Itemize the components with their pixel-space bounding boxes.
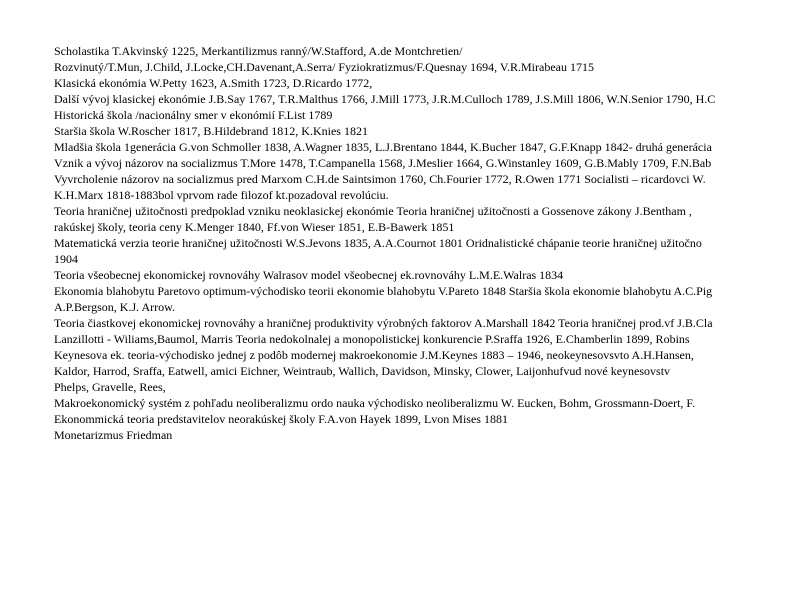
text-line: Teoria hraničnej užitočnosti predpoklad vzniku neoklasickej ekonómie Teoria hraničnej užitočnosti a Gossenove zákony J.Bentham , <box>54 204 692 218</box>
text-line: Rozvinutý/T.Mun, J.Child, J.Locke,CH.Davenant,A.Serra/ Fyziokratizmus/F.Quesnay 1694, V.R.Mirabeau 1715 <box>54 60 594 74</box>
text-line: Ekonomia blahobytu Paretovo optimum-východisko teorii ekonomie blahobytu V.Pareto 1848 Staršia škola ekonomie blahobytu A.C.Pig <box>54 284 713 298</box>
text-line: Lanzillotti - Wiliams,Baumol, Marris Teoria nedokolnalej a monopolistickej konkurencie P.Sraffa 1926, E.Chamberlin 1899, Robins <box>54 332 690 346</box>
text-line: Teoria všeobecnej ekonomickej rovnováhy Walrasov model všeobecnej ek.rovnováhy L.M.E.Walras 1834 <box>54 268 564 282</box>
text-line: K.H.Marx 1818-1883bol vprvom rade filozof kt.pozadoval revolúciu. <box>54 188 389 202</box>
text-line: A.P.Bergson, K.J. Arrow. <box>54 300 176 314</box>
text-line: Vyvrcholenie názorov na socializmus pred Marxom C.H.de Saintsimon 1760, Ch.Fourier 1772, R.Owen 1771 Socialisti – ricardovci W. <box>54 172 706 186</box>
text-line: 1904 <box>54 252 78 266</box>
text-line: Ekonommická teoria predstavitelov neorakúskej školy F.A.von Hayek 1899, Lvon Mises 1881 <box>54 412 508 426</box>
text-line: Další vývoj klasickej ekonómie J.B.Say 1767, T.R.Malthus 1766, J.Mill 1773, J.R.M.Culloch 1789, J.S.Mill 1806, W.N.Senior 1790, H.C <box>54 92 716 106</box>
text-line: Mladšia škola 1generácia G.von Schmoller 1838, A.Wagner 1835, L.J.Brentano 1844, K.Bucher 1847, G.F.Knapp 1842- druhá generácia <box>54 140 712 154</box>
document-body <box>54 43 789 443</box>
text-line: Vznik a vývoj názorov na socializmus T.More 1478, T.Campanella 1568, J.Meslier 1664, G.Winstanley 1609, G.B.Mably 1709, F.N.Bab <box>54 156 712 170</box>
text-line: Monetarizmus Friedman <box>54 428 173 442</box>
text-line: Keynesova ek. teoria-východisko jednej z podôb modernej makroekonomie J.M.Keynes 1883 – 1946, neokeynesovsvto A.H.Hansen, <box>54 348 694 362</box>
text-line: Historická škola /nacionálny smer v ekonómií F.List 1789 <box>54 108 333 122</box>
text-line: Teoria čiastkovej ekonomickej rovnováhy a hraničnej produktivity výrobných faktorov A.Marshall 1842 Teoria hraničnej prod.vf J.B.Cla <box>54 316 713 330</box>
text-line: Makroekonomický systém z pohľadu neoliberalizmu ordo nauka východisko neoliberalizmu W. Eucken, Bohm, Grossmann-Doert, F. <box>54 396 696 410</box>
text-line: Scholastika T.Akvinský 1225, Merkantilizmus ranný/W.Stafford, A.de Montchretien/ <box>54 44 463 58</box>
text-line: Klasická ekonómia W.Petty 1623, A.Smith 1723, D.Ricardo 1772, <box>54 76 373 90</box>
text-line: Phelps, Gravelle, Rees, <box>54 380 166 394</box>
text-line: Matematická verzia teorie hraničnej užitočnosti W.S.Jevons 1835, A.A.Cournot 1801 Oridnalistické chápanie teorie hraničnej užitočno <box>54 236 702 250</box>
text-line: Kaldor, Harrod, Sraffa, Eatwell, amici Eichner, Weintraub, Wallich, Davidson, Minsky, Clower, Laijonhufvud nové keynesovstv <box>54 364 671 378</box>
text-line: Staršia škola W.Roscher 1817, B.Hildebrand 1812, K.Knies 1821 <box>54 124 368 138</box>
text-line: rakúskej školy, teoria ceny K.Menger 1840, Ff.von Wieser 1851, E.B-Bawerk 1851 <box>54 220 455 234</box>
